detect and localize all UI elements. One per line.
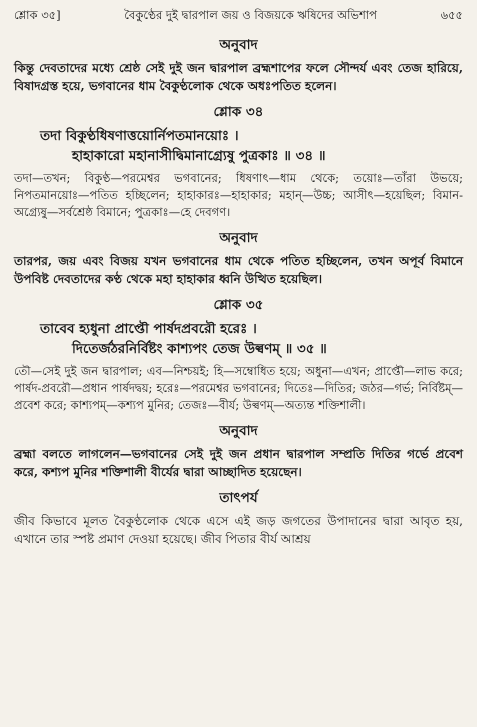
verse-34-line-1: তদা বিকুণ্ঠধিষণাত্তয়োর্নিপতমানয়োঃ । <box>40 128 239 144</box>
word-meaning-34: তদা—তখন; বিকুণ্ঠ—পরমেশ্বর ভগবানের; ধিষণাৎ—ধাম থেকে; তয়োঃ—তাঁরা উভয়ে; নিপতমানয়োঃ—পতিত হচ্ছিলেন; হাহাকারঃ—হাহাকার; মহান্—উচ্চ; আসীৎ—হয়েছিল; বিমান-অগ্র্যেষু—সর্বশ্রেষ্ঠ বিমানে; পুত্রকাঃ—হে দেবগণ। <box>14 171 463 219</box>
translation-heading-3: অনুবাদ <box>219 423 258 439</box>
verse-34 <box>14 126 463 166</box>
purport-heading: তাৎপর্য <box>219 490 258 506</box>
purport-text: জীব কিভাবে মূলত বৈকুণ্ঠলোক থেকে এসে এই জড় জগতের উপাদানের দ্বারা আবৃত হয়, এখানে তার স্পষ্ট প্রমাণ দেওয়া হয়েছে। জীব পিতার বীর্য আশ্রয় <box>14 514 463 546</box>
header-verse-ref: শ্লোক ৩৫] <box>14 8 61 22</box>
translation-heading-2: অনুবাদ <box>219 230 258 246</box>
translation-text-1: কিন্তু দেবতাদের মধ্যে শ্রেষ্ঠ সেই দুই জন দ্বারপাল ব্রহ্মশাপের ফলে সৌন্দর্য এবং তেজ হারিয়ে, বিষাদগ্রস্ত হয়ে, ভগবানের ধাম বৈকুণ্ঠলোক থেকে অধঃপতিত হলেন। <box>14 61 463 93</box>
translation-text-2: তারপর, জয় এবং বিজয় যখন ভগবানের ধাম থেকে পতিত হচ্ছিলেন, তখন অপূর্ব বিমানে উপবিষ্ট দেবতাদের কণ্ঠ থেকে মহা হাহাকার ধ্বনি উত্থিত হয়েছিল। <box>14 254 463 286</box>
verse-35-heading: শ্লোক ৩৫ <box>213 297 264 313</box>
word-meaning-35: তৌ—সেই দুই জন দ্বারপাল; এব—নিশ্চয়ই; হি—সম্বোধিত হয়ে; অধুনা—এখন; প্রাপ্তৌ—লাভ করে; পার্ষদ-প্রবরৌ—প্রধান পার্ষদদ্বয়; হরেঃ—পরমেশ্বর ভগবানের; দিতেঃ—দিতির; জঠর—গর্ভ; নির্বিষ্টম্—প্রবেশ করে; কাশ্যপম্—কশ্যপ মুনির; তেজঃ—বীর্য; উল্বণম্—অত্যন্ত শক্তিশালী। <box>14 364 463 412</box>
page-number: ৬৫৫ <box>440 8 463 22</box>
verse-35-line-2: দিতের্জঠরনির্বিষ্টং কাশ্যপং তেজ উল্বণম্ ॥ ৩৫ ॥ <box>72 341 327 357</box>
verse-35 <box>14 319 463 359</box>
running-header <box>14 6 463 28</box>
verse-34-heading: শ্লোক ৩৪ <box>213 104 264 120</box>
translation-heading-1: অনুবাদ <box>219 37 258 53</box>
header-chapter-title: বৈকুণ্ঠের দুই দ্বারপাল জয় ও বিজয়কে ঋষিদের অভিশাপ <box>124 8 377 22</box>
verse-34-line-2: হাহাকারো মহানাসীদ্বিমানাগ্র্যেষু পুত্রকাঃ ॥ ৩৪ ॥ <box>72 148 326 164</box>
translation-text-3: ব্রহ্মা বলতে লাগলেন—ভগবানের সেই দুই জন প্রধান দ্বারপাল সম্প্রতি দিতির গর্ভে প্রবেশ করে, কশ্যপ মুনির শক্তিশালী বীর্যের দ্বারা আচ্ছাদিত হয়েছেন। <box>14 447 463 479</box>
verse-35-line-1: তাবেব হ্যধুনা প্রাপ্তৌ পার্ষদপ্রবরৌ হরেঃ । <box>40 321 257 337</box>
